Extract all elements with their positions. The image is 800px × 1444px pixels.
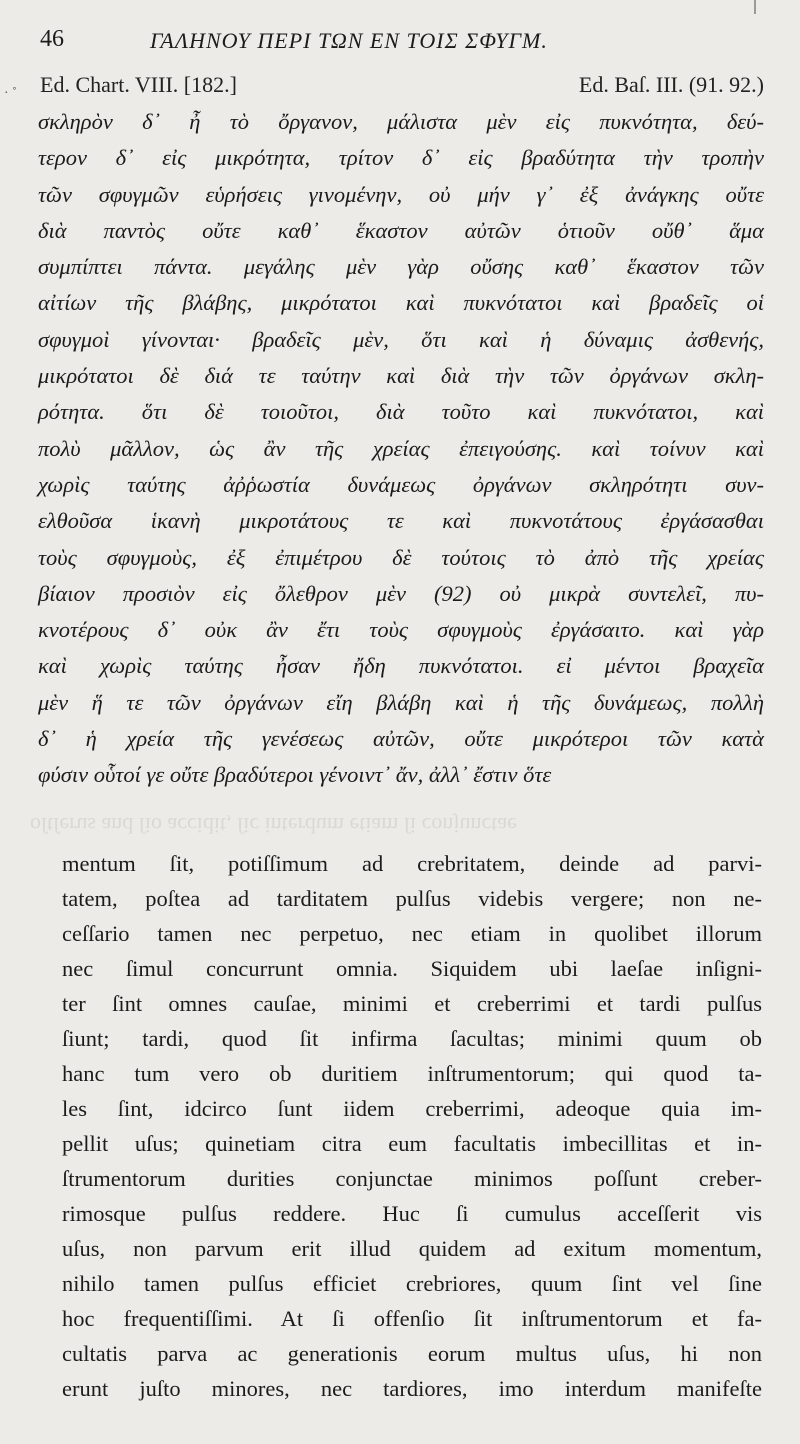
- greek-text-line: τῶν σφυγμῶν εὑρήσεις γινομένην, οὐ μήν γ᾽ ἐξ ἀνάγκης οὔτε: [38, 181, 764, 207]
- latin-text-line: erunt juſto minores, nec tardiores, imo interdum manifeſte: [62, 1376, 762, 1401]
- running-title: ΓΑΛΗΝΟΥ ΠΕΡΙ ΤΩΝ ΕΝ ΤΟΙΣ ΣΦΥΓΜ.: [150, 28, 548, 53]
- greek-text-line: μὲν ἥ τε τῶν ὀργάνων εἴη βλάβη καὶ ἡ τῆς δυνάμεως, πολλὴ: [38, 689, 764, 715]
- greek-text-line: βίαιον προσιὸν εἰς ὄλεθρον μὲν (92) οὐ μικρὰ συντελεῖ, πυ-: [38, 580, 764, 606]
- latin-text-block: [62, 846, 762, 1406]
- latin-text-line: hanc tum vero ob duritiem inſtrumentorum; qui quod ta-: [62, 1061, 762, 1086]
- latin-text-line: tatem, poſtea ad tarditatem pulſus videbis vergere; non ne-: [62, 886, 762, 911]
- latin-text-line: ter ſint omnes cauſae, minimi et creberrimi et tardi pulſus: [62, 991, 762, 1016]
- greek-text-line: ελθοῦσα ἱκανὴ μικροτάτους τε καὶ πυκνοτάτους ἐργάσασθαι: [38, 508, 764, 534]
- latin-text-line: nec ſimul concurrunt omnia. Siquidem ubi laeſae inſigni-: [62, 956, 762, 981]
- greek-text-line: σκληρὸν δ᾽ ἦ τὸ ὄργανον, μάλιστα μὲν εἰς πυκνότητα, δεύ-: [38, 109, 764, 134]
- latin-text-line: mentum ſit, potiſſimum ad crebritatem, deinde ad parvi-: [62, 851, 762, 876]
- latin-text-line: pellit uſus; quinetiam citra eum facultatis imbecillitas et in-: [62, 1131, 762, 1156]
- greek-text-line: κνοτέρους δ᾽ οὐκ ἂν ἔτι τοὺς σφυγμοὺς ἐργάσαιτο. καὶ γὰρ: [38, 617, 764, 643]
- latin-text-line: cultatis parva ac generationis eorum multus uſus, hi non: [62, 1341, 762, 1366]
- greek-text-line: συμπίπτει πάντα. μεγάλης μὲν γὰρ οὔσης καθ᾽ ἕκαστον τῶν: [38, 254, 764, 280]
- edition-basel-reference: Ed. Baſ. III. (91. 92.): [578, 72, 764, 97]
- latin-text-line: nihilo tamen pulſus efficiet crebriores, quum ſint vel ſine: [62, 1271, 762, 1296]
- latin-text-line: hoc frequentiſſimi. At ſi offenſio ſit inſtrumentorum et fa-: [62, 1306, 762, 1331]
- latin-text-line: les ſint, idcirco ſunt iidem creberrimi, adeoque quia im-: [62, 1096, 762, 1121]
- latin-text-line: ſiunt; tardi, quod ſit infirma ſacultas; minimi quum ob: [62, 1026, 762, 1051]
- greek-text-line: ρότητα. ὅτι δὲ τοιοῦτοι, διὰ τοῦτο καὶ πυκνότατοι, καὶ: [38, 399, 764, 425]
- greek-text-line: χωρὶς ταύτης ἀῤῥωστία δυνάμεως ὀργάνων σκληρότητι συν-: [38, 471, 764, 497]
- edition-reference-line: [40, 72, 764, 102]
- greek-text-line: δ᾽ ἡ χρεία τῆς γενέσεως αὐτῶν, οὔτε μικρότεροι τῶν κατὰ: [38, 726, 764, 752]
- greek-text-line: φύσιν οὗτοί γε οὔτε βραδύτεροι γένοιντ᾽ ἄν, ἀλλ᾽ ἔστιν ὅτε: [38, 762, 552, 788]
- greek-text-block: [38, 104, 764, 794]
- edition-chart-reference: Ed. Chart. VIII. [182.]: [40, 72, 237, 97]
- greek-text-line: σφυγμοὶ γίνονται· βραδεῖς μὲν, ὅτι καὶ ἡ δύναμις ἀσθενής,: [38, 326, 764, 352]
- latin-text-line: ceſſario tamen nec perpetuo, nec etiam in quolibet illorum: [62, 921, 762, 946]
- greek-text-line: αἰτίων τῆς βλάβης, μικρότατοι καὶ πυκνότατοι καὶ βραδεῖς οἱ: [38, 290, 764, 316]
- greek-text-line: πολὺ μᾶλλον, ὡς ἂν τῆς χρείας ἐπειγούσης. καὶ τοίνυν καὶ: [38, 435, 764, 461]
- latin-text-line: uſus, non parvum erit illud quidem ad exitum momentum,: [62, 1236, 762, 1261]
- margin-mark: [754, 0, 756, 14]
- greek-text-line: διὰ παντὸς οὔτε καθ᾽ ἕκαστον αὐτῶν ὁτιοῦν οὔθ᾽ ἅμα: [38, 217, 764, 243]
- page-header: [40, 26, 760, 62]
- latin-text-line: ſtrumentorum durities conjunctae minimos poſſunt creber-: [62, 1166, 762, 1191]
- page-number: 46: [40, 26, 64, 52]
- greek-text-line: τερον δ᾽ εἰς μικρότητα, τρίτον δ᾽ εἰς βραδύτητα τὴν τροπὴν: [38, 145, 764, 171]
- margin-dots: · ˚: [4, 86, 17, 101]
- bleed-through-text: oſtſerus and ſio accidit, ſic interdum etiam ſi conjunctae: [30, 813, 517, 838]
- greek-text-line: τοὺς σφυγμοὺς, ἐξ ἐπιμέτρου δὲ τούτοις τὸ ἀπὸ τῆς χρείας: [38, 544, 764, 570]
- greek-text-line: καὶ χωρὶς ταύτης ἦσαν ἤδη πυκνότατοι. εἰ μέντοι βραχεῖα: [38, 653, 764, 679]
- greek-text-line: μικρότατοι δὲ διά τε ταύτην καὶ διὰ τὴν τῶν ὀργάνων σκλη-: [38, 363, 764, 389]
- latin-text-line: rimosque pulſus reddere. Huc ſi cumulus acceſſerit vis: [62, 1201, 762, 1226]
